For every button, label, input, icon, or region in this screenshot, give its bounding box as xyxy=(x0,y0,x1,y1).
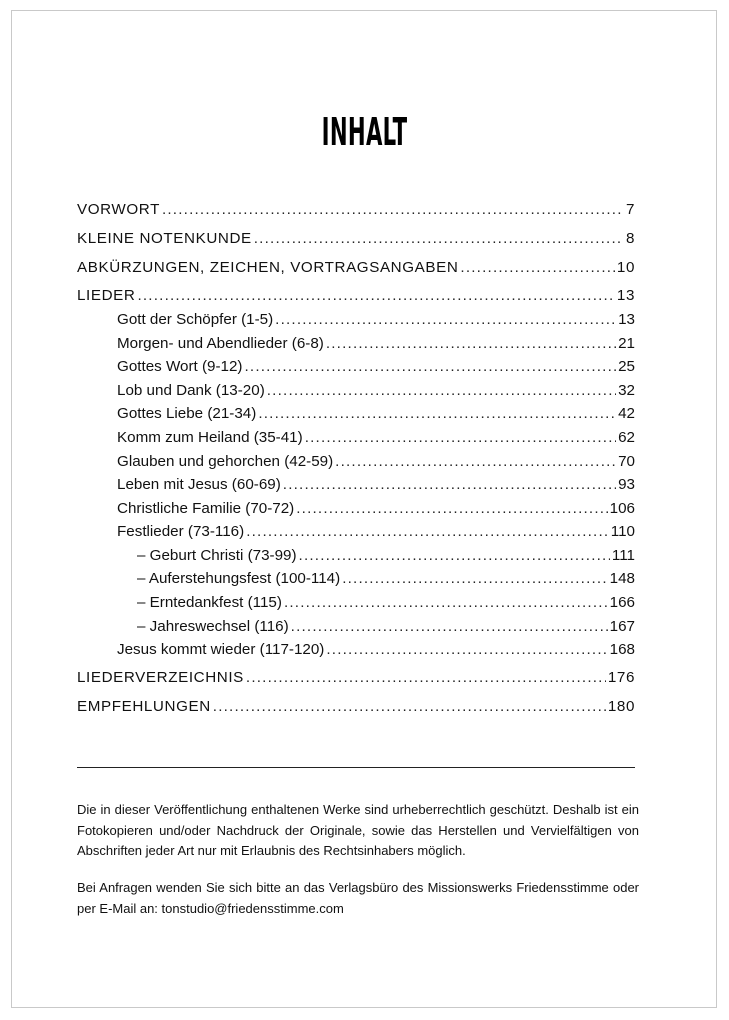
toc-leader-dots xyxy=(326,640,607,660)
toc-subentry xyxy=(77,428,635,448)
toc-leader-dots xyxy=(258,404,616,424)
toc-entry-page: 21 xyxy=(618,335,635,352)
toc-leader-dots xyxy=(305,428,616,448)
toc-subentry xyxy=(77,310,635,330)
toc-leader-dots xyxy=(244,357,616,377)
divider-line xyxy=(77,767,635,768)
toc-entry-page: 168 xyxy=(609,641,635,658)
toc-entry-abkuerzungen xyxy=(77,258,635,278)
toc-leader-dots xyxy=(291,617,608,637)
toc-entry-page: 180 xyxy=(607,698,635,715)
toc-entry-title: LIEDER xyxy=(77,287,136,304)
toc-leader-dots xyxy=(267,381,616,401)
toc-leader-dots xyxy=(296,499,607,519)
toc-entry-lieder xyxy=(77,286,635,306)
toc-entry-page: 148 xyxy=(609,570,635,587)
toc-entry-title: Festlieder (73-116) xyxy=(117,523,245,540)
toc-entry-title: Gottes Wort (9-12) xyxy=(117,358,243,375)
toc-entry-vorwort xyxy=(77,200,635,220)
toc-entry-title: Lob und Dank (13-20) xyxy=(117,382,265,399)
toc-leader-dots xyxy=(246,522,609,542)
toc-entry-page: 106 xyxy=(609,500,635,517)
toc-leader-dots xyxy=(460,258,614,278)
toc-subentry xyxy=(77,452,635,472)
toc-leader-dots xyxy=(335,452,616,472)
toc-subentry xyxy=(77,475,635,495)
toc-leader-dots xyxy=(246,668,606,688)
toc-entry-page: 62 xyxy=(618,429,635,446)
toc-leader-dots xyxy=(326,334,616,354)
toc-entry-page: 93 xyxy=(618,476,635,493)
toc-leader-dots xyxy=(137,286,614,306)
toc-entry-title: – Jahreswechsel (116) xyxy=(137,618,289,635)
toc-entry-title: EMPFEHLUNGEN xyxy=(77,698,211,715)
toc-entry-title: KLEINE NOTENKUNDE xyxy=(77,230,252,247)
toc-leader-dots xyxy=(342,569,607,589)
toc-subentry xyxy=(77,357,635,377)
toc-entry-title: – Erntedankfest (115) xyxy=(137,594,282,611)
toc-entry-page: 25 xyxy=(618,358,635,375)
toc-entry-title: – Geburt Christi (73-99) xyxy=(137,547,297,564)
toc-entry-title: Glauben und gehorchen (42-59) xyxy=(117,453,334,470)
contact-notice: Bei Anfragen wenden Sie sich bitte an das Verlagsbüro des Missionswerks Friedensstimme oder per E-Mail an: tonstudio@friedensstimme.com xyxy=(77,880,639,916)
toc-entry-title: Gott der Schöpfer (1-5) xyxy=(117,311,274,328)
toc-leader-dots xyxy=(213,697,606,717)
toc-subentry xyxy=(77,334,635,354)
toc-entry-page: 167 xyxy=(609,618,635,635)
toc-entry-page: 111 xyxy=(611,547,635,564)
toc-entry-notenkunde xyxy=(77,229,635,249)
toc-entry-title: LIEDERVERZEICHNIS xyxy=(77,669,244,686)
toc-entry-page: 110 xyxy=(610,523,635,540)
toc-entry-page: 32 xyxy=(618,382,635,399)
toc-entry-title: ABKÜRZUNGEN, ZEICHEN, VORTRAGSANGABEN xyxy=(77,259,459,276)
toc-entry-page: 13 xyxy=(618,311,635,328)
toc-entry-title: Komm zum Heiland (35-41) xyxy=(117,429,303,446)
toc-entry-empfehlungen xyxy=(77,697,635,717)
toc-entry-title: Morgen- und Abendlieder (6-8) xyxy=(117,335,324,352)
toc-entry-page: 8 xyxy=(625,230,635,247)
toc-entry-title: Gottes Liebe (21-34) xyxy=(117,405,257,422)
toc-leader-dots xyxy=(299,546,610,566)
copyright-notice: Die in dieser Veröffentlichung enthaltenen Werke sind urheberrechtlich geschützt. Deshalb ist ein Fotokopieren und/oder Nachdruck der Originale, sowie das Herstellen und Vervielfältigen von Abschriften jeder Art nur mit Erlaubnis des Rechtsinhabers möglich. xyxy=(77,802,639,858)
toc-leader-dots xyxy=(254,229,623,249)
toc-entry-title: Christliche Familie (70-72) xyxy=(117,500,295,517)
toc-subentry xyxy=(77,640,635,660)
page-title: INHALT xyxy=(321,110,408,154)
toc-entry-page: 13 xyxy=(616,287,635,304)
toc-subsubentry xyxy=(77,593,635,613)
toc-subentry xyxy=(77,522,635,542)
toc-entry-liederverzeichnis xyxy=(77,668,635,688)
toc-entry-page: 70 xyxy=(618,453,635,470)
toc-subsubentry xyxy=(77,617,635,637)
toc-entry-title: Jesus kommt wieder (117-120) xyxy=(117,641,325,658)
toc-entry-page: 7 xyxy=(625,201,635,218)
toc-leader-dots xyxy=(284,593,608,613)
toc-entry-page: 10 xyxy=(616,259,635,276)
toc-subentry xyxy=(77,404,635,424)
toc-entry-title: Leben mit Jesus (60-69) xyxy=(117,476,281,493)
toc-leader-dots xyxy=(283,475,616,495)
toc-entry-title: VORWORT xyxy=(77,201,160,218)
toc-entry-title: – Auferstehungsfest (100-114) xyxy=(137,570,341,587)
toc-subsubentry xyxy=(77,546,635,566)
toc-entry-page: 42 xyxy=(618,405,635,422)
toc-subentry xyxy=(77,381,635,401)
toc-entry-page: 176 xyxy=(607,669,635,686)
toc-subentry xyxy=(77,499,635,519)
toc-subsubentry xyxy=(77,569,635,589)
toc-entry-page: 166 xyxy=(609,594,635,611)
toc-leader-dots xyxy=(275,310,616,330)
toc-leader-dots xyxy=(162,200,623,220)
